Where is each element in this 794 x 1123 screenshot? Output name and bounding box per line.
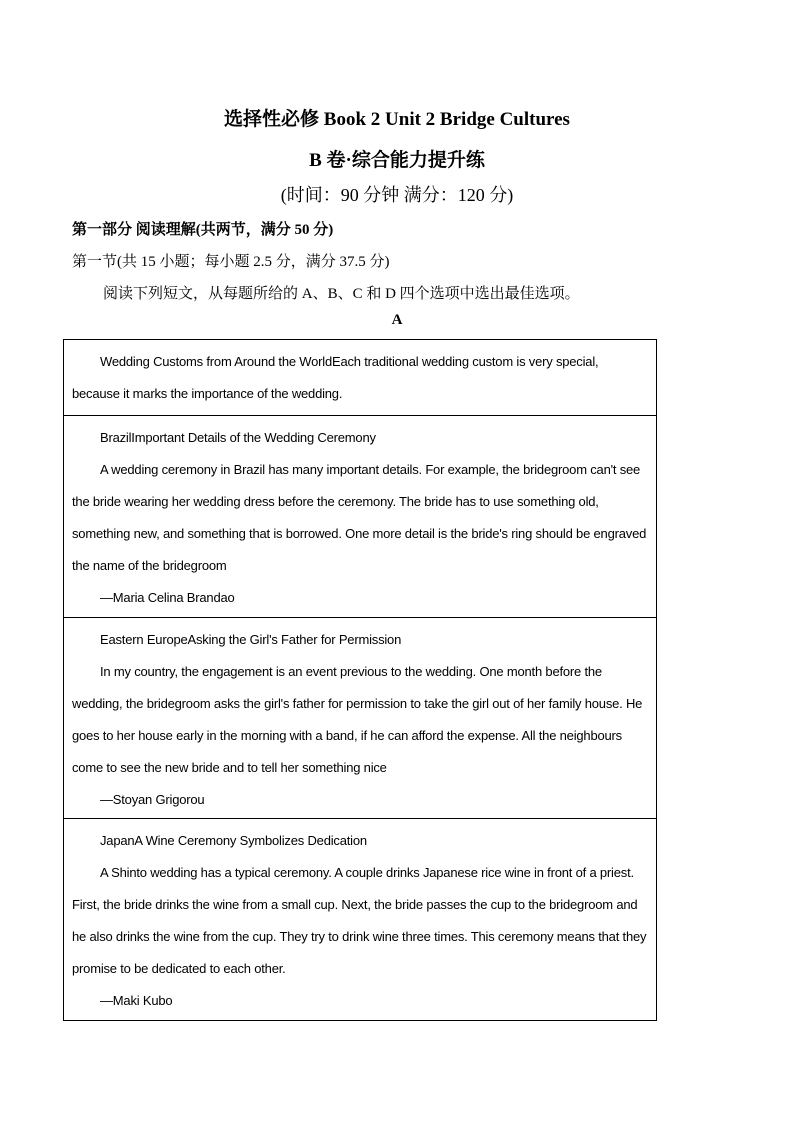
intro-text: Wedding Customs from Around the WorldEach traditional wedding custom is very special, because it marks the importance of the wedding. bbox=[72, 354, 599, 401]
entry-heading: JapanA Wine Ceremony Symbolizes Dedication bbox=[100, 833, 367, 848]
entry-body: A wedding ceremony in Brazil has many important details. For example, the bridegroom can't see the bride wearing her wedding dress before the ceremony. The bride has to use something old, something new, and something that is borrowed. One more detail is the bride's ring should be engraved the name of the bridegroom bbox=[72, 462, 647, 573]
intro-cell bbox=[64, 340, 656, 416]
entry-heading: BrazilImportant Details of the Wedding Ceremony bbox=[100, 430, 376, 445]
passage-table bbox=[63, 339, 657, 1021]
document-subtitle: B 卷·综合能力提升练 bbox=[309, 150, 485, 171]
entry-cell-brazil bbox=[64, 416, 656, 618]
document-title: 选择性必修 Book 2 Unit 2 Bridge Cultures bbox=[224, 109, 570, 130]
instruction-text: 阅读下列短文，从每题所给的 A、B、C 和 D 四个选项中选出最佳选项。 bbox=[103, 286, 580, 302]
entry-heading: Eastern EuropeAsking the Girl's Father for Permission bbox=[100, 632, 402, 647]
entry-author: —Maki Kubo bbox=[100, 993, 173, 1008]
entry-author: —Stoyan Grigorou bbox=[100, 792, 205, 807]
entry-body: In my country, the engagement is an event previous to the wedding. One month before the wedding, the bridegroom asks the girl's father for permission to take the girl out of her family house. He goes to her house early in the morning with a band, if he can afford the expense. All the neighbours come to see the new bride and to tell her something nice bbox=[72, 664, 643, 775]
entry-author: —Maria Celina Brandao bbox=[100, 590, 235, 605]
time-info: (时间：90 分钟 满分：120 分) bbox=[280, 185, 514, 205]
part-heading: 第一部分 阅读理解(共两节，满分 50 分) bbox=[72, 222, 334, 238]
passage-label: A bbox=[391, 312, 403, 328]
entry-cell-japan bbox=[64, 819, 656, 1020]
entry-body: A Shinto wedding has a typical ceremony. A couple drinks Japanese rice wine in front of a priest. First, the bride drinks the wine from a small cup. Next, the bride passes the cup to the bridegroom and he also drinks the wine from the cup. They try to drink wine three times. This ceremony means that they promise to be dedicated to each other. bbox=[72, 865, 647, 976]
entry-cell-eastern-europe bbox=[64, 618, 656, 819]
section-heading: 第一节(共 15 小题；每小题 2.5 分，满分 37.5 分) bbox=[72, 254, 390, 270]
